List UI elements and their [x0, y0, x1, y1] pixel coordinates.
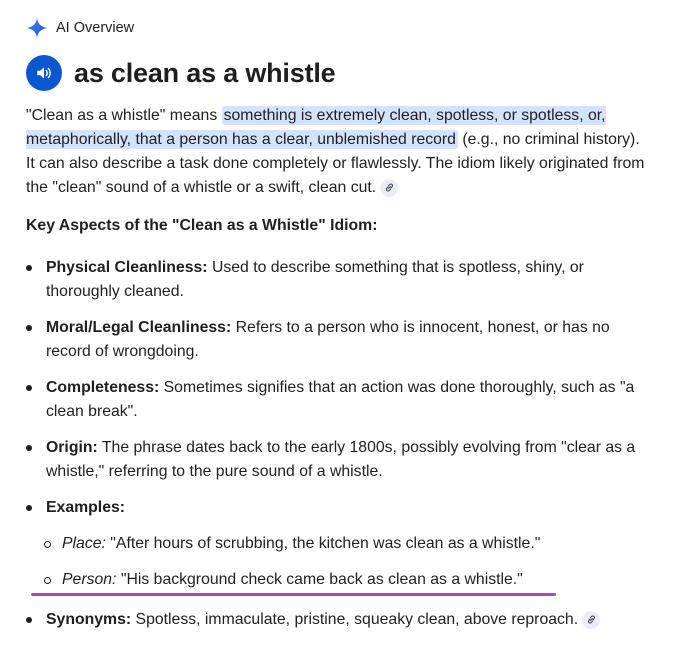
page-title: as clean as a whistle: [74, 57, 336, 88]
source-link-button[interactable]: [582, 611, 600, 629]
example-item: [26, 532, 656, 556]
list-item-term: Moral/Legal Cleanliness:: [46, 319, 232, 336]
example-label: Place:: [62, 535, 106, 552]
link-icon: [384, 182, 395, 193]
example-text: "His background check came back as clean as a whistle.": [116, 571, 523, 588]
link-icon: [586, 614, 597, 625]
list-item-term: Physical Cleanliness:: [46, 259, 208, 276]
sparkle-icon: [26, 17, 48, 39]
section-heading: Key Aspects of the "Clean as a Whistle" Idiom:: [26, 217, 378, 234]
list-item: [26, 316, 656, 364]
ai-overview-header: [26, 15, 134, 41]
list-item-text: Sometimes signifies that an action was done thoroughly, such as "a clean break".: [46, 379, 635, 420]
list-item: [26, 256, 656, 304]
bullet-dot: [26, 265, 32, 271]
list-item-term: Completeness:: [46, 379, 160, 396]
bullet-dot: [26, 617, 32, 623]
paragraph-text-end: (e.g., no criminal history). It can also describe a task done completely or flawlessly. The idiom likely originated from the "clean" sound of a whistle or a swift, clean cut.: [26, 131, 645, 196]
ai-overview-label: AI Overview: [56, 20, 135, 36]
overview-paragraph: [26, 104, 651, 200]
list-item-term: Origin:: [46, 439, 98, 456]
bullet-dot: [26, 445, 32, 451]
speaker-icon: [35, 64, 53, 82]
bullet-dot: [26, 325, 32, 331]
list-item-text: The phrase dates back to the early 1800s, possibly evolving from "clear as a whistle," referring to the pure sound of a whistle.: [46, 439, 636, 480]
list-item-text: Spotless, immaculate, pristine, squeaky clean, above reproach.: [131, 611, 579, 628]
example-label: Person:: [62, 571, 117, 588]
sub-bullet-ring: [44, 577, 51, 584]
list-item: [26, 376, 656, 424]
bullet-dot: [26, 505, 32, 511]
title-row: [26, 55, 335, 91]
bullet-dot: [26, 385, 32, 391]
list-item-text: Used to describe something that is spotless, shiny, or thoroughly cleaned.: [46, 259, 584, 300]
example-text: "After hours of scrubbing, the kitchen was clean as a whistle.": [105, 535, 541, 552]
listen-button[interactable]: [26, 55, 62, 91]
highlighted-definition[interactable]: something is extremely clean, spotless, or spotless, or, metaphorically, that a person has a clear, unblemished record: [26, 107, 606, 148]
source-link-button[interactable]: [380, 179, 398, 197]
annotation-underline: [31, 593, 556, 596]
list-item-term: Examples:: [46, 499, 126, 516]
list-item-term: Synonyms:: [46, 611, 132, 628]
list-item: [26, 496, 656, 520]
sub-bullet-ring: [44, 541, 51, 548]
example-item: [26, 568, 656, 592]
list-item: [26, 436, 656, 484]
list-item: [26, 608, 656, 632]
paragraph-text-start: "Clean as a whistle" means: [26, 107, 222, 124]
key-aspects-list: [26, 256, 656, 632]
list-item-text: Refers to a person who is innocent, honest, or has no record of wrongdoing.: [46, 319, 610, 360]
